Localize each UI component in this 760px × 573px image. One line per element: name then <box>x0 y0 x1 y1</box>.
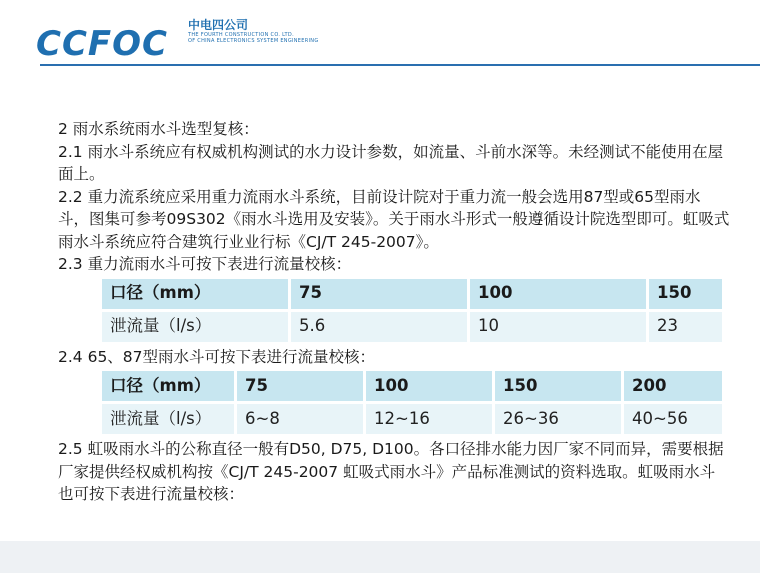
table-cell: 10 <box>469 310 648 342</box>
header-divider <box>40 64 760 66</box>
slide-body <box>58 118 730 506</box>
table-header-row <box>102 371 722 403</box>
gravity-flow-table <box>102 279 722 342</box>
table-cell: 泄流量（l/s） <box>102 403 236 435</box>
table-header-cell: 150 <box>494 371 623 403</box>
logo-chinese-name: 中电四公司 <box>188 18 249 32</box>
table-header-cell: 75 <box>236 371 365 403</box>
paragraph-2-2: 2.2 重力流系统应采用重力流雨水斗系统，目前设计院对于重力流一般会选用87型或65型雨水斗，图集可参考09S302《雨水斗选用及安装》。关于雨水斗形式一般遵循设计院选型即可。虹吸式雨水斗系统应符合建筑行业业行标《CJ/T 245-2007》。 <box>58 187 730 251</box>
paragraph-2-3: 2.3 重力流雨水斗可按下表进行流量校核： <box>58 255 352 273</box>
table-row <box>102 403 722 435</box>
footer-bar <box>0 541 760 573</box>
paragraph-2-1: 2.1 雨水斗系统应有权威机构测试的水力设计参数，如流量、斗前水深等。未经测试不能使用在屋面上。 <box>58 142 724 183</box>
table-header-cell: 100 <box>469 279 648 311</box>
section-heading: 2 雨水系统雨水斗选型复核： <box>58 120 259 138</box>
table-cell: 26~36 <box>494 403 623 435</box>
table-cell: 泄流量（l/s） <box>102 310 290 342</box>
table-header-row <box>102 279 722 311</box>
type-65-87-table <box>102 371 722 434</box>
table-cell: 23 <box>648 310 723 342</box>
table-cell: 5.6 <box>290 310 469 342</box>
table-header-cell: 150 <box>648 279 723 311</box>
header <box>0 0 760 64</box>
table-header-cell: 口径（mm） <box>102 279 290 311</box>
table-header-cell: 75 <box>290 279 469 311</box>
logo-english-line2: OF CHINA ELECTRONICS SYSTEM ENGINEERING <box>188 38 319 44</box>
table-cell: 40~56 <box>623 403 723 435</box>
table-header-cell: 100 <box>365 371 494 403</box>
table-cell: 6~8 <box>236 403 365 435</box>
table-header-cell: 200 <box>623 371 723 403</box>
table-row <box>102 310 722 342</box>
paragraph-2-4: 2.4 65、87型雨水斗可按下表进行流量校核： <box>58 347 376 366</box>
paragraph-2-5: 2.5 虹吸雨水斗的公称直径一般有D50, D75, D100。各口径排水能力因厂家不同而异，需要根据厂家提供经权威机构按《CJ/T 245-2007 虹吸式雨水斗》产品标准测试的资料选取。虹吸雨水斗也可按下表进行流量校核： <box>58 440 724 503</box>
logo-wordmark: CCFOC <box>36 24 168 64</box>
table-cell: 12~16 <box>365 403 494 435</box>
logo-english-line1: THE FOURTH CONSTRUCTION CO. LTD. <box>188 32 294 38</box>
table-header-cell: 口径（mm） <box>102 371 236 403</box>
